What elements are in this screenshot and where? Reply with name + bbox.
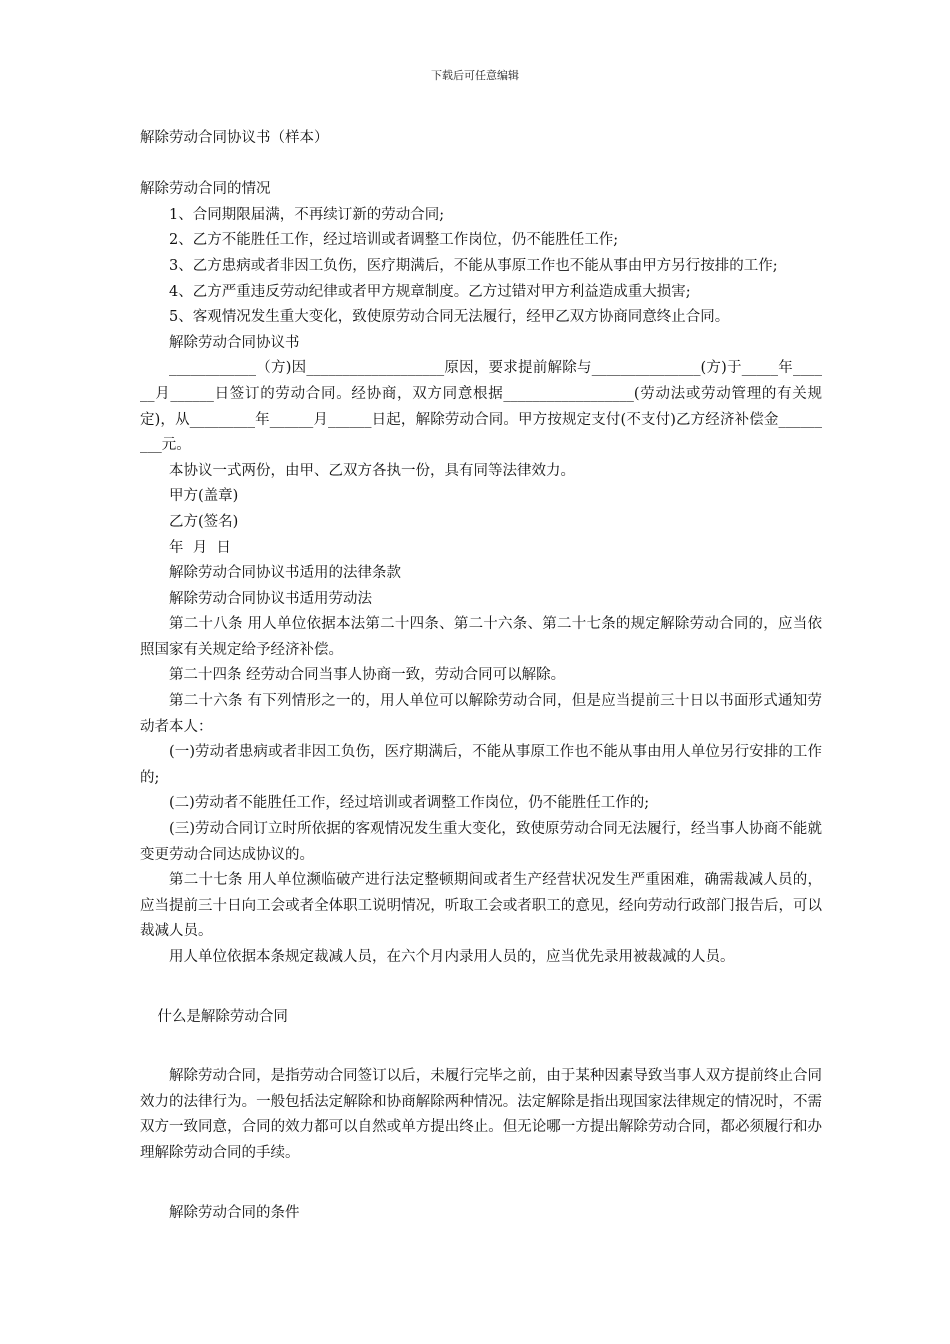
date-line: 年 月 日 bbox=[169, 539, 231, 556]
list-item: 5、客观情况发生重大变化，致使原劳动合同无法履行，经甲乙双方协商同意终止合同。 bbox=[169, 309, 730, 326]
document-body bbox=[140, 126, 822, 1226]
agreement-heading: 解除劳动合同协议书 bbox=[169, 334, 300, 351]
article-26-item: (一)劳动者患病或者非因工负伤，医疗期满后，不能从事原工作也不能从事由用人单位另行安排的工作的; bbox=[140, 744, 822, 786]
article-26-item: (二)劳动者不能胜任工作，经过培训或者调整工作岗位，仍不能胜任工作的; bbox=[169, 795, 650, 812]
list-item: 3、乙方患病或者非因工负伤，医疗期满后，不能从事原工作也不能从事由甲方另行按排的工作; bbox=[169, 257, 778, 274]
article-27: 第二十七条 用人单位濒临破产进行法定整顿期间或者生产经营状况发生严重困难，确需裁减人员的，应当提前三十日向工会或者全体职工说明情况，听取工会或者职工的意见，经向劳动行政部门报告后，可以裁减人员。 bbox=[140, 872, 822, 940]
party-b-signature: 乙方(签名) bbox=[169, 513, 239, 530]
agreement-body: ____________（方)因___________________原因，要求提前解除与_______________(方)于_____年______月______日签订的劳动合同。经协商，双方同意根据__________________(劳动法或劳动管理的有关规定)，从_________年______月______日起，解除劳动合同。甲方按规定支付(不支付)乙方经济补偿金_________元。 bbox=[140, 360, 822, 454]
article-24: 第二十四条 经劳动合同当事人协商一致，劳动合同可以解除。 bbox=[169, 667, 566, 684]
page-header: 下载后可任意编辑 bbox=[431, 69, 519, 82]
article-26-item: (三)劳动合同订立时所依据的客观情况发生重大变化，致使原劳动合同无法履行，经当事人协商不能就变更劳动合同达成协议的。 bbox=[140, 821, 822, 863]
list-item: 1、合同期限届满，不再续订新的劳动合同; bbox=[169, 206, 445, 223]
list-item: 2、乙方不能胜任工作，经过培训或者调整工作岗位，仍不能胜任工作; bbox=[169, 232, 619, 249]
list-item: 4、乙方严重违反劳动纪律或者甲方规章制度。乙方过错对甲方利益造成重大损害; bbox=[169, 283, 691, 300]
article-26: 第二十六条 有下列情形之一的，用人单位可以解除劳动合同，但是应当提前三十日以书面形式通知劳动者本人： bbox=[140, 693, 822, 735]
section-heading-conditions: 解除劳动合同的条件 bbox=[169, 1204, 300, 1221]
article-28: 第二十八条 用人单位依据本法第二十四条、第二十六条、第二十七条的规定解除劳动合同的，应当依照国家有关规定给予经济补偿。 bbox=[140, 616, 822, 658]
copies-clause: 本协议一式两份，由甲、乙双方各执一份，具有同等法律效力。 bbox=[169, 462, 575, 479]
document-title: 解除劳动合同协议书（样本） bbox=[140, 130, 329, 146]
section-heading-situations: 解除劳动合同的情况 bbox=[140, 181, 271, 198]
law-heading: 解除劳动合同协议书适用的法律条款 bbox=[169, 565, 401, 582]
article-27-continued: 用人单位依据本条规定裁减人员，在六个月内录用人员的，应当优先录用被裁减的人员。 bbox=[169, 949, 735, 965]
law-subheading: 解除劳动合同协议书适用劳动法 bbox=[169, 590, 372, 607]
definition-body: 解除劳动合同，是指劳动合同签订以后，未履行完毕之前，由于某种因素导致当事人双方提前终止合同效力的法律行为。一般包括法定解除和协商解除两种情况。法定解除是指出现国家法律规定的情况时，不需双方一致同意，合同的效力都可以自然或单方提出终止。但无论哪一方提出解除劳动合同，都必须履行和办理解除劳动合同的手续。 bbox=[140, 1068, 822, 1161]
party-a-seal: 甲方(盖章) bbox=[169, 488, 239, 505]
section-heading-definition: 什么是解除劳动合同 bbox=[157, 1008, 288, 1025]
